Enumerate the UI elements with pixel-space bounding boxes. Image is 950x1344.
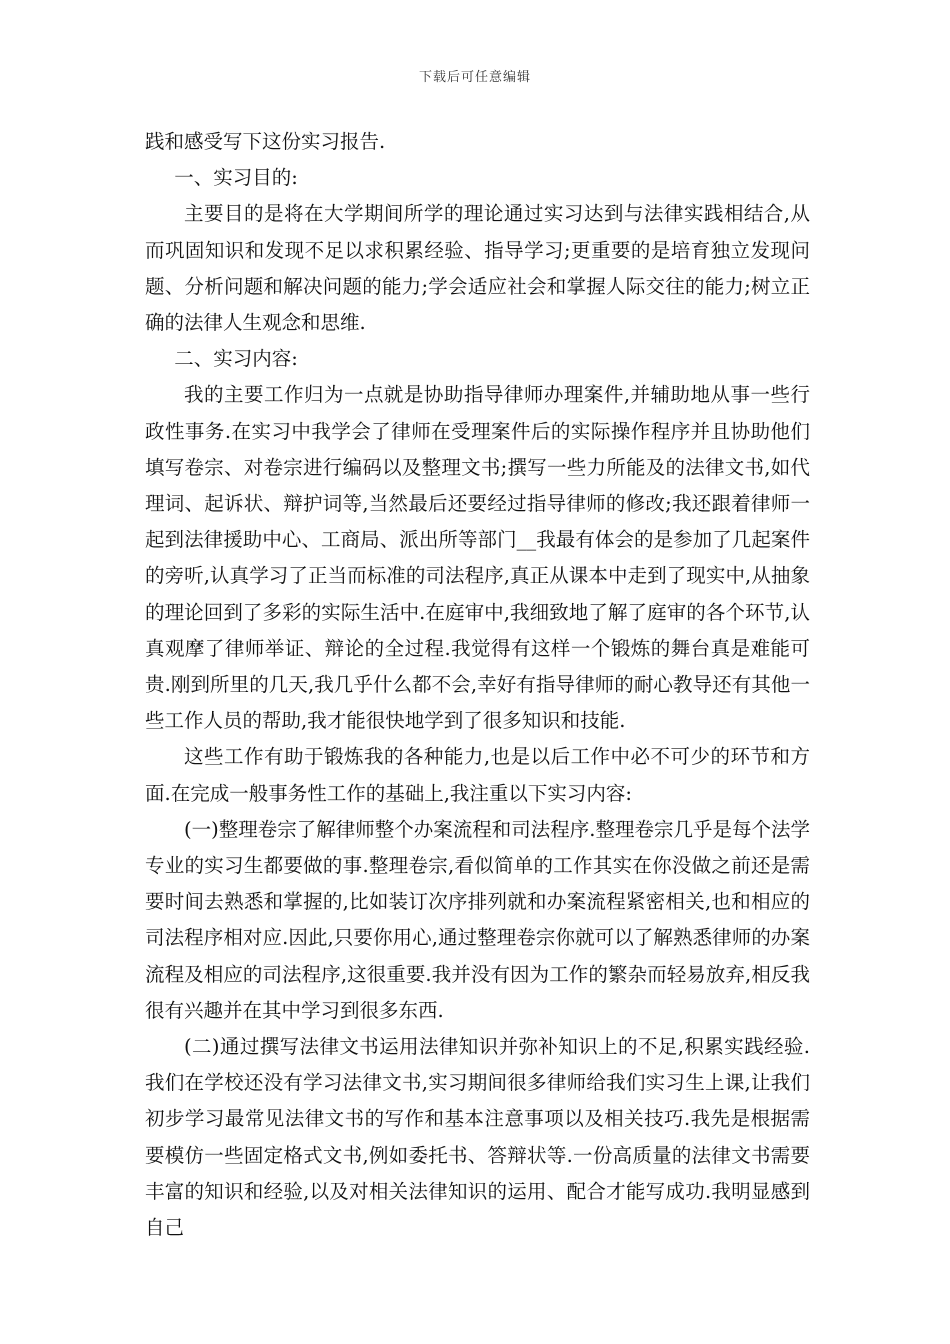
paragraph-main-work: 我的主要工作归为一点就是协助指导律师办理案件,并辅助地从事一些行政性事务.在实习中我学会了律师在受理案件后的实际操作程序并且协助他们填写卷宗、对卷宗进行编码以及整理文书;撰写一些力所能及的法律文书,如代理词、起诉状、辩护词等,当然最后还要经过指导律师的修改;我还跟着律师一起到法律援助中心、工商局、派出所等部门__我最有体会的是参加了几起案件的旁听,认真学习了正当而标准的司法程序,真正从课本中走到了现实中,从抽象的理论回到了多彩的实际生活中.在庭审中,我细致地了解了庭审的各个环节,认真观摩了律师举证、辩论的全过程.我觉得有这样一个锻炼的舞台真是难能可贵.刚到所里的几天,我几乎什么都不会,幸好有指导律师的耐心教导还有其他一些工作人员的帮助,我才能很快地学到了很多知识和技能. xyxy=(145,383,810,733)
paragraph-dossier: (一)整理卷宗了解律师整个办案流程和司法程序.整理卷宗几乎是每个法学专业的实习生都要做的事.整理卷宗,看似简单的工作其实在你没做之前还是需要时间去熟悉和掌握的,比如装订次序排列就和办案流程紧密相关,也和相应的司法程序相对应.因此,只要你用心,通过整理卷宗你就可以了解熟悉律师的办案流程及相应的司法程序,这很重要.我并没有因为工作的繁杂而轻易放弃,相反我很有兴趣并在其中学习到很多东西. xyxy=(145,817,810,1022)
paragraph-abilities: 这些工作有助于锻炼我的各种能力,也是以后工作中必不可少的环节和方面.在完成一般事务性工作的基础上,我注重以下实习内容: xyxy=(145,745,810,805)
section-heading-purpose: 一、实习目的: xyxy=(174,166,298,190)
paragraph-purpose: 主要目的是将在大学期间所学的理论通过实习达到与法律实践相结合,从而巩固知识和发现不足以求积累经验、指导学习;更重要的是培育独立发现问题、分析问题和解决问题的能力;学会适应社会和掌握人际交往的能力;树立正确的法律人生观念和思维. xyxy=(145,202,810,335)
page-header: 下载后可任意编辑 xyxy=(418,70,531,85)
paragraph-legal-writing: (二)通过撰写法律文书运用法律知识并弥补知识上的不足,积累实践经验.我们在学校还没有学习法律文书,实习期间很多律师给我们实习生上课,让我们初步学习最常见法律文书的写作和基本注意事项以及相关技巧.我先是根据需要模仿一些固定格式文书,例如委托书、答辩状等.一份高质量的法律文书需要丰富的知识和经验,以及对相关法律知识的运用、配合才能写成功.我明显感到自己 xyxy=(145,1035,810,1240)
document-body xyxy=(145,124,810,1246)
paragraph-continued: 践和感受写下这份实习报告. xyxy=(145,130,386,153)
section-heading-content: 二、实习内容: xyxy=(174,347,298,371)
